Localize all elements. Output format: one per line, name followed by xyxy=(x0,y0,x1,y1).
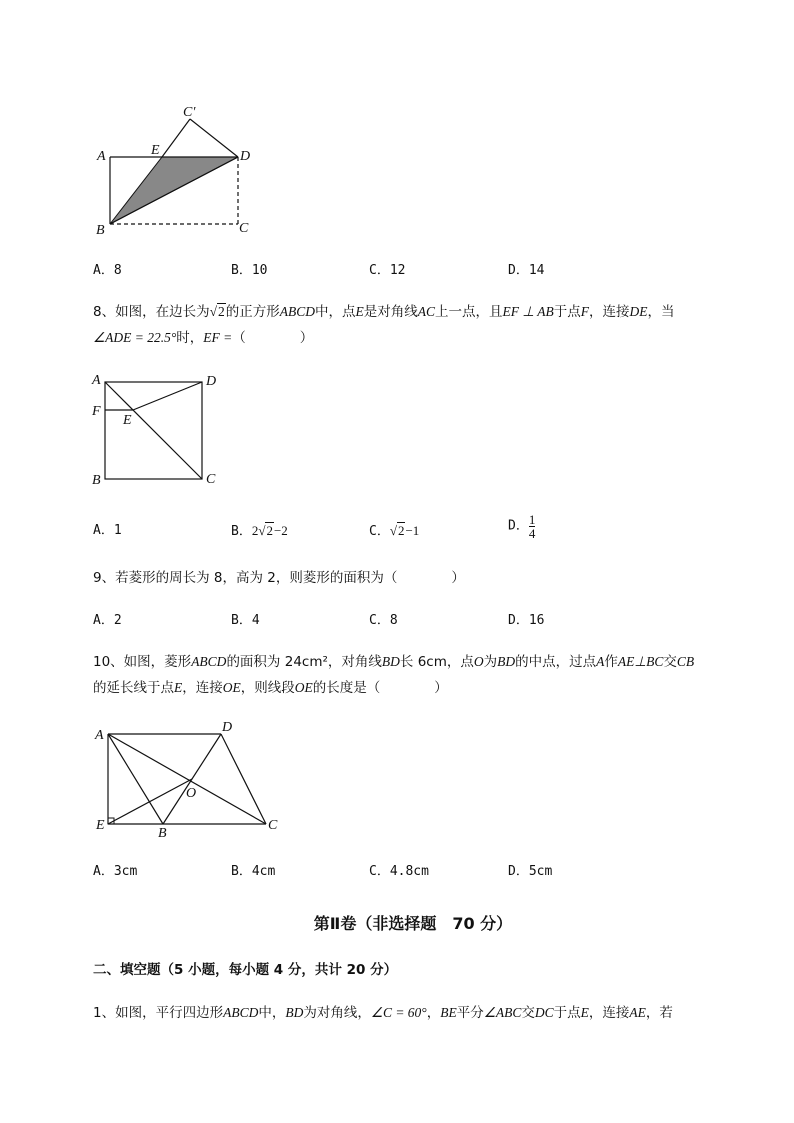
q8-line-1 xyxy=(93,302,675,322)
q8-option-c[interactable]: C．√2−1 xyxy=(369,523,420,539)
math-expr: ∠ADE = 22.5° xyxy=(93,330,177,345)
label-A: A xyxy=(97,149,106,164)
label-A: A xyxy=(95,728,104,743)
q10-option-a[interactable]: A．3cm xyxy=(93,864,138,879)
q7-figure xyxy=(90,98,260,238)
q7-option-a[interactable]: A．8 xyxy=(93,263,122,278)
q8-text: 中，点 xyxy=(315,304,356,320)
math-var: DE xyxy=(629,304,648,319)
label-C: C xyxy=(206,472,216,487)
q8-text: 于点 xyxy=(553,304,581,320)
q7-option-d[interactable]: D．14 xyxy=(508,263,545,278)
label-E: E xyxy=(96,818,105,833)
fill-in-heading: 二、填空题（5 小题，每小题 4 分，共计 20 分） xyxy=(93,962,398,978)
q8-text: 时， xyxy=(176,330,204,346)
label-F: F xyxy=(92,404,101,419)
q8-option-d[interactable]: D． $\frac{1}{4}$ xyxy=(508,512,536,541)
answer-blank[interactable]: 的长度是（ ） xyxy=(312,680,448,696)
q8-line-2 xyxy=(93,328,313,348)
answer-blank[interactable]: （ ） xyxy=(232,330,314,346)
fraction: $\frac{1}{4}$ xyxy=(528,512,536,541)
q8-option-a[interactable]: A．1 xyxy=(93,523,122,538)
q10-line-1: 10、如图，菱形ABCD的面积为 24cm²，对角线BD长 6cm，点O为BD的中点，过点A作AE⊥BC交CB xyxy=(93,654,695,670)
label-O: O xyxy=(186,786,197,801)
section-title: 第Ⅱ卷（非选择题 70 分） xyxy=(313,914,513,933)
q9-option-a[interactable]: A．2 xyxy=(93,613,122,628)
q8-text: 上一点，且 xyxy=(435,304,503,320)
q7-option-b[interactable]: B．10 xyxy=(231,263,268,278)
label-D: D xyxy=(222,720,233,735)
fill-q1-line-1: 1、如图，平行四边形ABCD中，BD为对角线，∠C = 60°，BE平分∠ABC交DC于点E，连接AE，若 xyxy=(93,1005,673,1021)
math-var: E xyxy=(355,304,364,319)
label-E: E xyxy=(151,143,160,158)
q9-option-c[interactable]: C．8 xyxy=(369,613,398,628)
q10-option-b[interactable]: B．4cm xyxy=(231,864,276,879)
math-var: AC xyxy=(417,304,436,319)
math-expr: EF = xyxy=(203,330,233,345)
q10-figure xyxy=(90,718,290,843)
label-D: D xyxy=(240,149,251,164)
label-C-prime: C′ xyxy=(183,105,196,120)
q9-text: 9、若菱形的周长为 8，高为 2，则菱形的面积为（ ） xyxy=(93,570,465,586)
label-C: C xyxy=(239,221,249,236)
label-B: B xyxy=(96,223,105,238)
q8-text: 的正方形 xyxy=(225,304,280,320)
q10-line-2: 的延长线于点E，连接OE，则线段OE的长度是（ ） xyxy=(93,680,448,696)
q8-figure xyxy=(88,370,228,490)
label-E: E xyxy=(123,413,132,428)
q8-text: 是对角线 xyxy=(363,304,418,320)
label-D: D xyxy=(206,374,217,389)
math-var: ABCD xyxy=(279,304,316,319)
q9-option-b[interactable]: B．4 xyxy=(231,613,260,628)
sqrt-2: √2 xyxy=(209,304,225,319)
q10-option-c[interactable]: C．4.8cm xyxy=(369,864,429,879)
label-B: B xyxy=(92,473,101,488)
label-C: C xyxy=(268,818,278,833)
math-var: F xyxy=(580,304,590,319)
q8-text: ，当 xyxy=(647,304,675,320)
label-A: A xyxy=(92,373,101,388)
q10-option-d[interactable]: D．5cm xyxy=(508,864,553,879)
math-expr: EF ⊥ AB xyxy=(502,304,554,319)
q9-option-d[interactable]: D．16 xyxy=(508,613,545,628)
label-B: B xyxy=(158,826,167,841)
q8-text: 8、如图，在边长为 xyxy=(93,304,210,320)
q8-text: ，连接 xyxy=(589,304,630,320)
q7-option-c[interactable]: C．12 xyxy=(369,263,406,278)
q8-option-b[interactable]: B．2√2−2 xyxy=(231,523,288,539)
